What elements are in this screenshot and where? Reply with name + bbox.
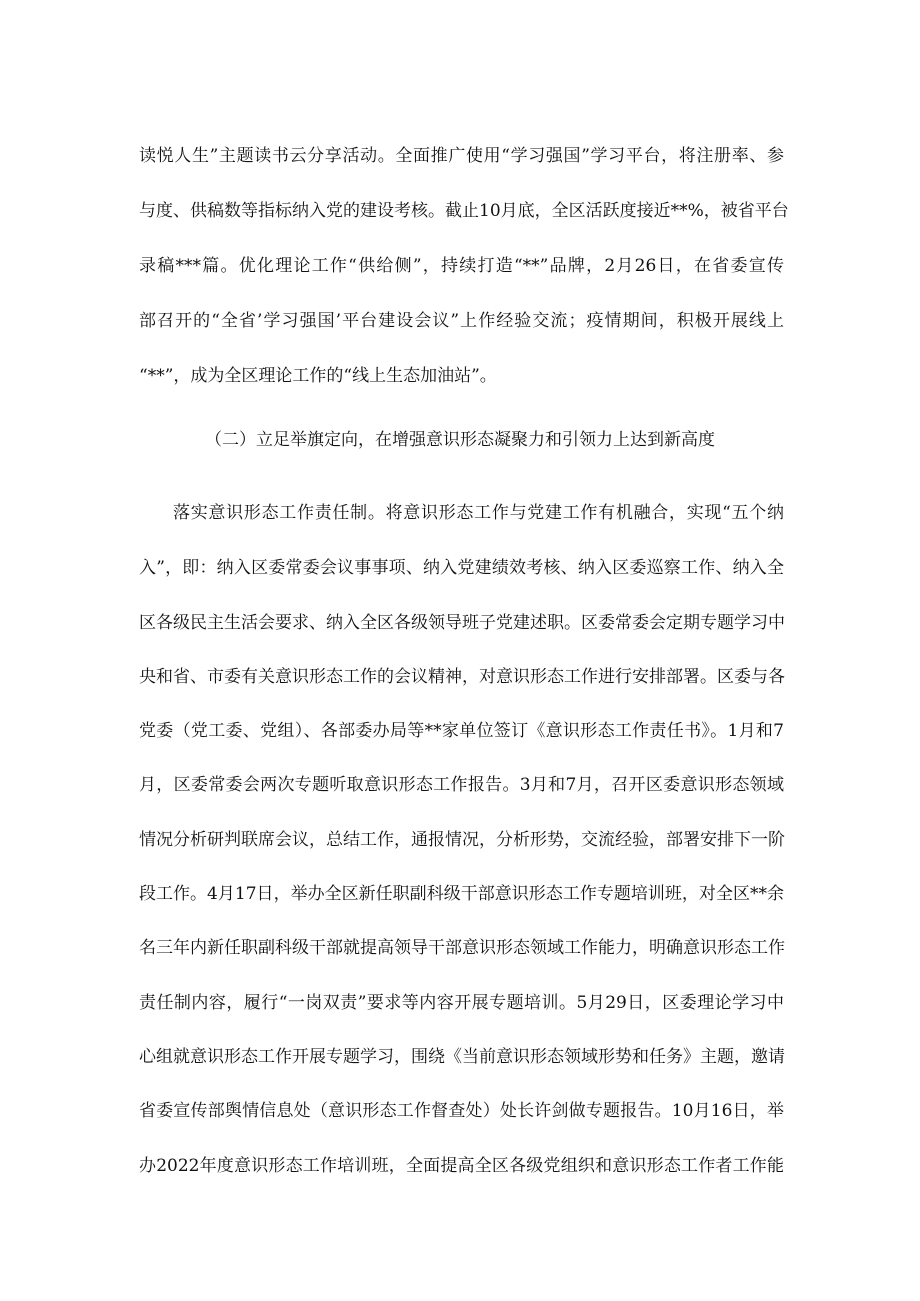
- text-line: 入”，即：纳入区委常委会议事事项、纳入党建绩效考核、纳入区委巡察工作、纳入全: [139, 558, 784, 578]
- text-line: 与度、供稿数等指标纳入党的建设考核。截止10月底，全区活跃度接近**%，被省平台: [139, 201, 789, 221]
- text-line: 央和省、市委有关意识形态工作的会议精神，对意识形态工作进行安排部署。区委与各: [139, 667, 785, 687]
- text-line: 办2022年度意识形态工作培训班，全面提高全区各级党组织和意识形态工作者工作能: [139, 1156, 784, 1176]
- text-line: 段工作。4月17日，举办全区新任职副科级干部意识形态工作专题培训班，对全区**余: [139, 884, 784, 904]
- text-line: “**”，成为全区理论工作的“线上生态加油站”。: [139, 366, 497, 386]
- section-heading: （二）立足举旗定向，在增强意识形态凝聚力和引领力上达到新高度: [205, 430, 715, 450]
- text-line: 部召开的“全省’学习强国’平台建设会议”上作经验交流；疫情期间，积极开展线上: [139, 311, 784, 331]
- text-line: 省委宣传部舆情信息处（意识形态工作督查处）处长许剑做专题报告。10月16日，举: [139, 1101, 784, 1121]
- text-line: 情况分析研判联席会议，总结工作，通报情况，分析形势，交流经验，部署安排下一阶: [139, 830, 785, 850]
- text-line: 读悦人生”主题读书云分享活动。全面推广使用“学习强国”学习平台，将注册率、参: [139, 146, 784, 166]
- text-line: 责任制内容，履行“一岗双责”要求等内容开展专题培训。5月29日，区委理论学习中: [139, 993, 784, 1013]
- text-line: 党委（党工委、党组）、各部委办局等**家单位签订《意识形态工作责任书》。1月和7: [139, 721, 784, 741]
- text-line: 名三年内新任职副科级干部就提高领导干部意识形态领域工作能力，明确意识形态工作: [139, 938, 785, 958]
- text-line-indented: 落实意识形态工作责任制。将意识形态工作与党建工作有机融合，实现“五个纳: [173, 503, 784, 523]
- text-line: 录稿***篇。优化理论工作“供给侧”，持续打造“**”品牌，2月26日，在省委宣传: [139, 256, 784, 276]
- text-line: 心组就意识形态工作开展专题学习，围绕《当前意识形态领域形势和任务》主题，邀请: [139, 1047, 785, 1067]
- text-line: 区各级民主生活会要求、纳入全区各级领导班子党建述职。区委常委会定期专题学习中: [139, 613, 785, 633]
- text-line: 月，区委常委会两次专题听取意识形态工作报告。3月和7月，召开区委意识形态领域: [139, 775, 784, 795]
